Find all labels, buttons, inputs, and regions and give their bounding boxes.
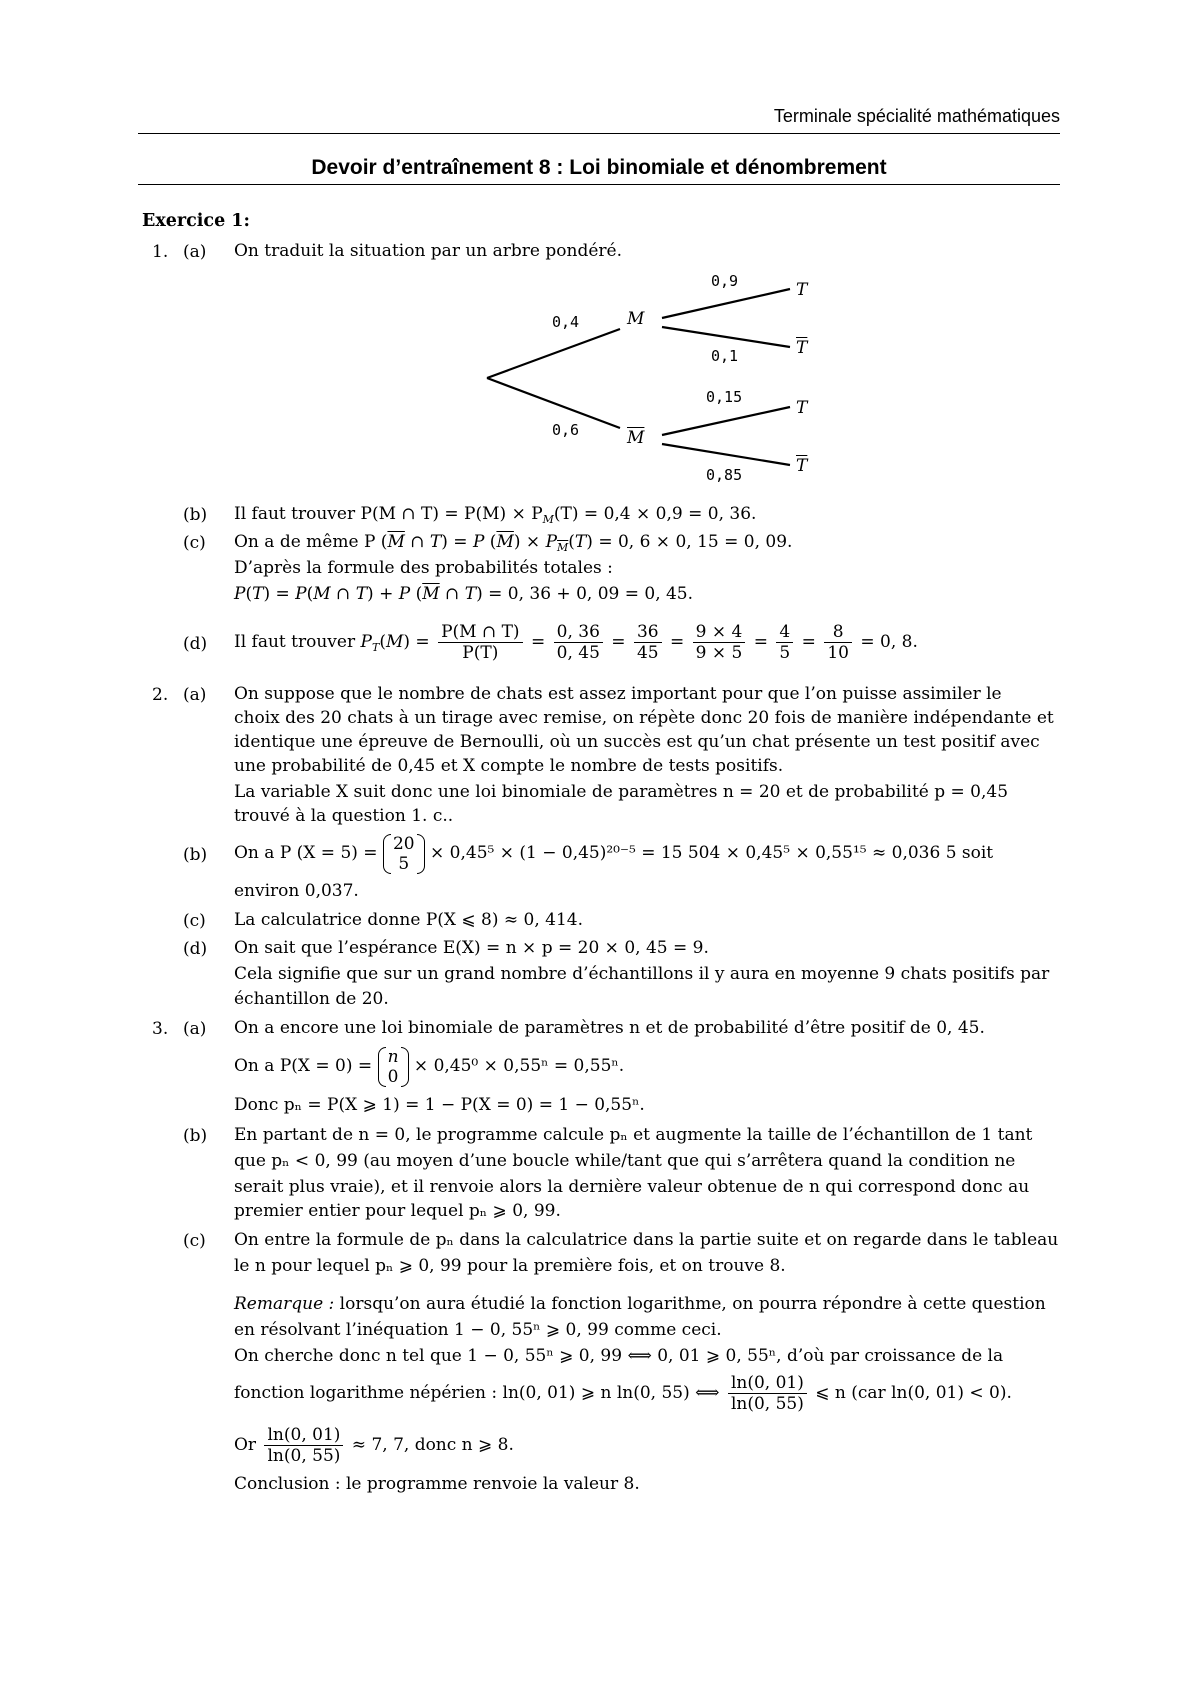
q3b-label: (b) [183,1126,208,1146]
prob-root-m: 0,4 [552,313,580,331]
node-mbar: $\overline{M}$ [627,428,645,448]
q1a-label: (a) [183,242,207,262]
leaf-tbar-2: $\overline{T}$ [796,456,808,476]
q1b-text: Il faut trouver P(M ∩ $T) = P(M) \times P_M(T) = 0,4 \times 0,9 = 0$, 36. [234,504,757,526]
q1c-line3: P(T) = P(M ∩ T) + P ($\overline{M}$ ∩ T) = 0, 36 + 0, 09 = 0, 45. [234,584,694,604]
tree-lines [0,0,1200,500]
conclusion-line: Conclusion : le programme renvoie la valeur 8. [234,1474,640,1494]
q1c-label: (c) [183,533,206,553]
branch-root-m [487,329,620,378]
q3c-line-1: On entre la formule de pₙ dans la calculatrice dans la partie suite et on regarde dans le tableau [234,1230,1059,1250]
q2a-line-6: trouvé à la question 1. c.. [234,806,454,826]
or-line: Or $\frac{\ln(0, 01)}{\ln(0, 55)}$ ≈ 7, 7, donc n ⩾ 8. [234,1425,514,1466]
q3b-line-1: En partant de n = 0, le programme calcule pₙ et augmente la taille de l’échantillon de 1 tant [234,1125,1033,1145]
frac-036-045: $\frac{0, 36}{0, 45}$ [554,622,603,663]
q2a-line-3: identique une épreuve de Bernoulli, où un succès est qu’un chat présente un test positif avec [234,732,1040,752]
q2d-label: (d) [183,939,208,959]
branch-m-t [662,289,790,318]
q3b-line-4: premier entier pour lequel pₙ ⩾ 0, 99. [234,1201,561,1221]
prob-root-mbar: 0,6 [552,421,580,439]
q2d-text: On sait que l’espérance E(X) = n × p = 20 × 0, 45 = 9. [234,938,709,958]
q3a-line2: On a P(X = 0) = n 0 × 0,45⁰ × 0,55ⁿ = 0,55ⁿ. [234,1046,625,1087]
q2c-text: La calculatrice donne P(X ⩽ 8) ≈ 0, 414. [234,910,584,930]
q2a-line-2: choix des 20 chats à un tirage avec remise, on répète donc 20 fois de manière indépendante et [234,708,1054,728]
question-2-number: 2. [152,685,169,705]
leaf-t-2: T [796,398,808,418]
branch-mbar-t [662,407,790,435]
q2b-line2: environ 0,037. [234,881,359,901]
q2b-label: (b) [183,845,208,865]
q1b-label: (b) [183,505,208,525]
q1d-text: Il faut trouver $P_T(M)$ = $\frac{P(M \cap T)}{P(T)}$ = $\frac{0, 36}{0, 45}$ = $\frac{36}{45}$ = $\frac{9 \times 4}{9 \times 5}$ = $\frac{4}{5}$ = $\frac{8}{10}$ = 0, 8. [234,622,918,663]
binom-n-0: n 0 [378,1047,409,1087]
prob-mbar-t: 0,15 [706,388,743,406]
q3c-line-2: le n pour lequel pₙ ⩾ 0, 99 pour la première fois, et on trouve 8. [234,1256,786,1276]
q3b-line-3: serait plus vraie), et il renvoie alors la dernière valeur obtenue de n qui correspond donc au [234,1177,1030,1197]
prob-m-t: 0,9 [711,272,739,290]
course-header: Terminale spécialité mathématiques [773,106,1060,126]
q2c-label: (c) [183,911,206,931]
exercise-heading: Exercice 1: [142,211,250,231]
q2a-line-5: La variable X suit donc une loi binomiale de paramètres n = 20 et de probabilité p = 0,45 [234,782,1009,802]
q3a-text: On a encore une loi binomiale de paramètres n et de probabilité d’être positif de 0, 45. [234,1018,985,1038]
branch-m-tbar [662,327,790,347]
leaf-t-1: T [796,280,808,300]
q2a-line-1: On suppose que le nombre de chats est assez important pour que l’on puisse assimiler le [234,684,1002,704]
prob-m-tbar: 0,1 [711,347,739,365]
q2a-line-4: une probabilité de 0,45 et X compte le nombre de tests positifs. [234,756,784,776]
frac-4-5: $\frac{4}{5}$ [776,622,793,663]
q3a-line3: Donc pₙ = P(X ⩾ 1) = 1 − P(X = 0) = 1 − 0,55ⁿ. [234,1095,645,1115]
branch-mbar-tbar [662,444,790,465]
question-1-number: 1. [152,242,169,262]
frac-8-10: $\frac{8}{10}$ [824,622,852,663]
q2d-line3: échantillon de 20. [234,989,389,1009]
q3b-line-2: que pₙ < 0, 99 (au moyen d’une boucle while/tant que qui s’arrêtera quand la condition ne [234,1151,1016,1171]
probability-tree [0,0,1200,500]
q1a-text: On traduit la situation par un arbre pondéré. [234,241,622,261]
question-3-number: 3. [152,1019,169,1039]
remark-line-1: Remarque : lorsqu’on aura étudié la fonction logarithme, on pourra répondre à cette question [234,1294,1046,1314]
frac-pmt-pt: $\frac{P(M \cap T)}{P(T)}$ [438,622,523,663]
leaf-tbar-1: $\overline{T}$ [796,338,808,358]
q1c-line2: D’après la formule des probabilités totales : [234,558,613,578]
document-title: Devoir d’entraînement 8 : Loi binomiale et dénombrement [311,156,887,179]
remark-line-2: en résolvant l’inéquation 1 − 0, 55ⁿ ⩾ 0, 99 comme ceci. [234,1320,722,1340]
q1c-text: On a de même P ($\overline{M}$ ∩ T) = P $(\overline{M}) \times P_{\overline{M}}(T) = 0$, 6 × 0, 15 = 0, 09. [234,532,793,554]
q2b-text: On a P (X = 5) = 20 5 × 0,45⁵ × (1 − 0,45)²⁰⁻⁵ = 15 504 × 0,45⁵ × 0,55¹⁵ ≈ 0,036 5 soit [234,833,994,874]
remark-line-3: On cherche donc n tel que 1 − 0, 55ⁿ ⩾ 0, 99 ⟺ 0, 01 ⩾ 0, 55ⁿ, d’où par croissance de la [234,1346,1004,1366]
node-m: M [627,309,645,329]
q3a-label: (a) [183,1019,207,1039]
q2a-label: (a) [183,685,207,705]
frac-ln001-ln055: $\frac{\ln(0, 01)}{\ln(0, 55)}$ [728,1373,807,1414]
prob-mbar-tbar: 0,85 [706,466,743,484]
remark-line-4: fonction logarithme népérien : ln(0, 01) ⩾ n ln(0, 55) ⟺ $\frac{\ln(0, 01)}{\ln(0, 55)}$ ⩽ n (car ln(0, 01) < 0). [234,1373,1012,1414]
q2d-line2: Cela signifie que sur un grand nombre d’échantillons il y aura en moyenne 9 chats positifs par [234,964,1050,984]
frac-9x4-9x5: $\frac{9 \times 4}{9 \times 5}$ [693,622,746,663]
q3c-label: (c) [183,1231,206,1251]
frac-ln001-ln055-or: $\frac{\ln(0, 01)}{\ln(0, 55)}$ [264,1425,343,1466]
frac-36-45: $\frac{36}{45}$ [634,622,662,663]
binom-20-5: 20 5 [383,834,425,874]
q1d-label: (d) [183,634,208,654]
